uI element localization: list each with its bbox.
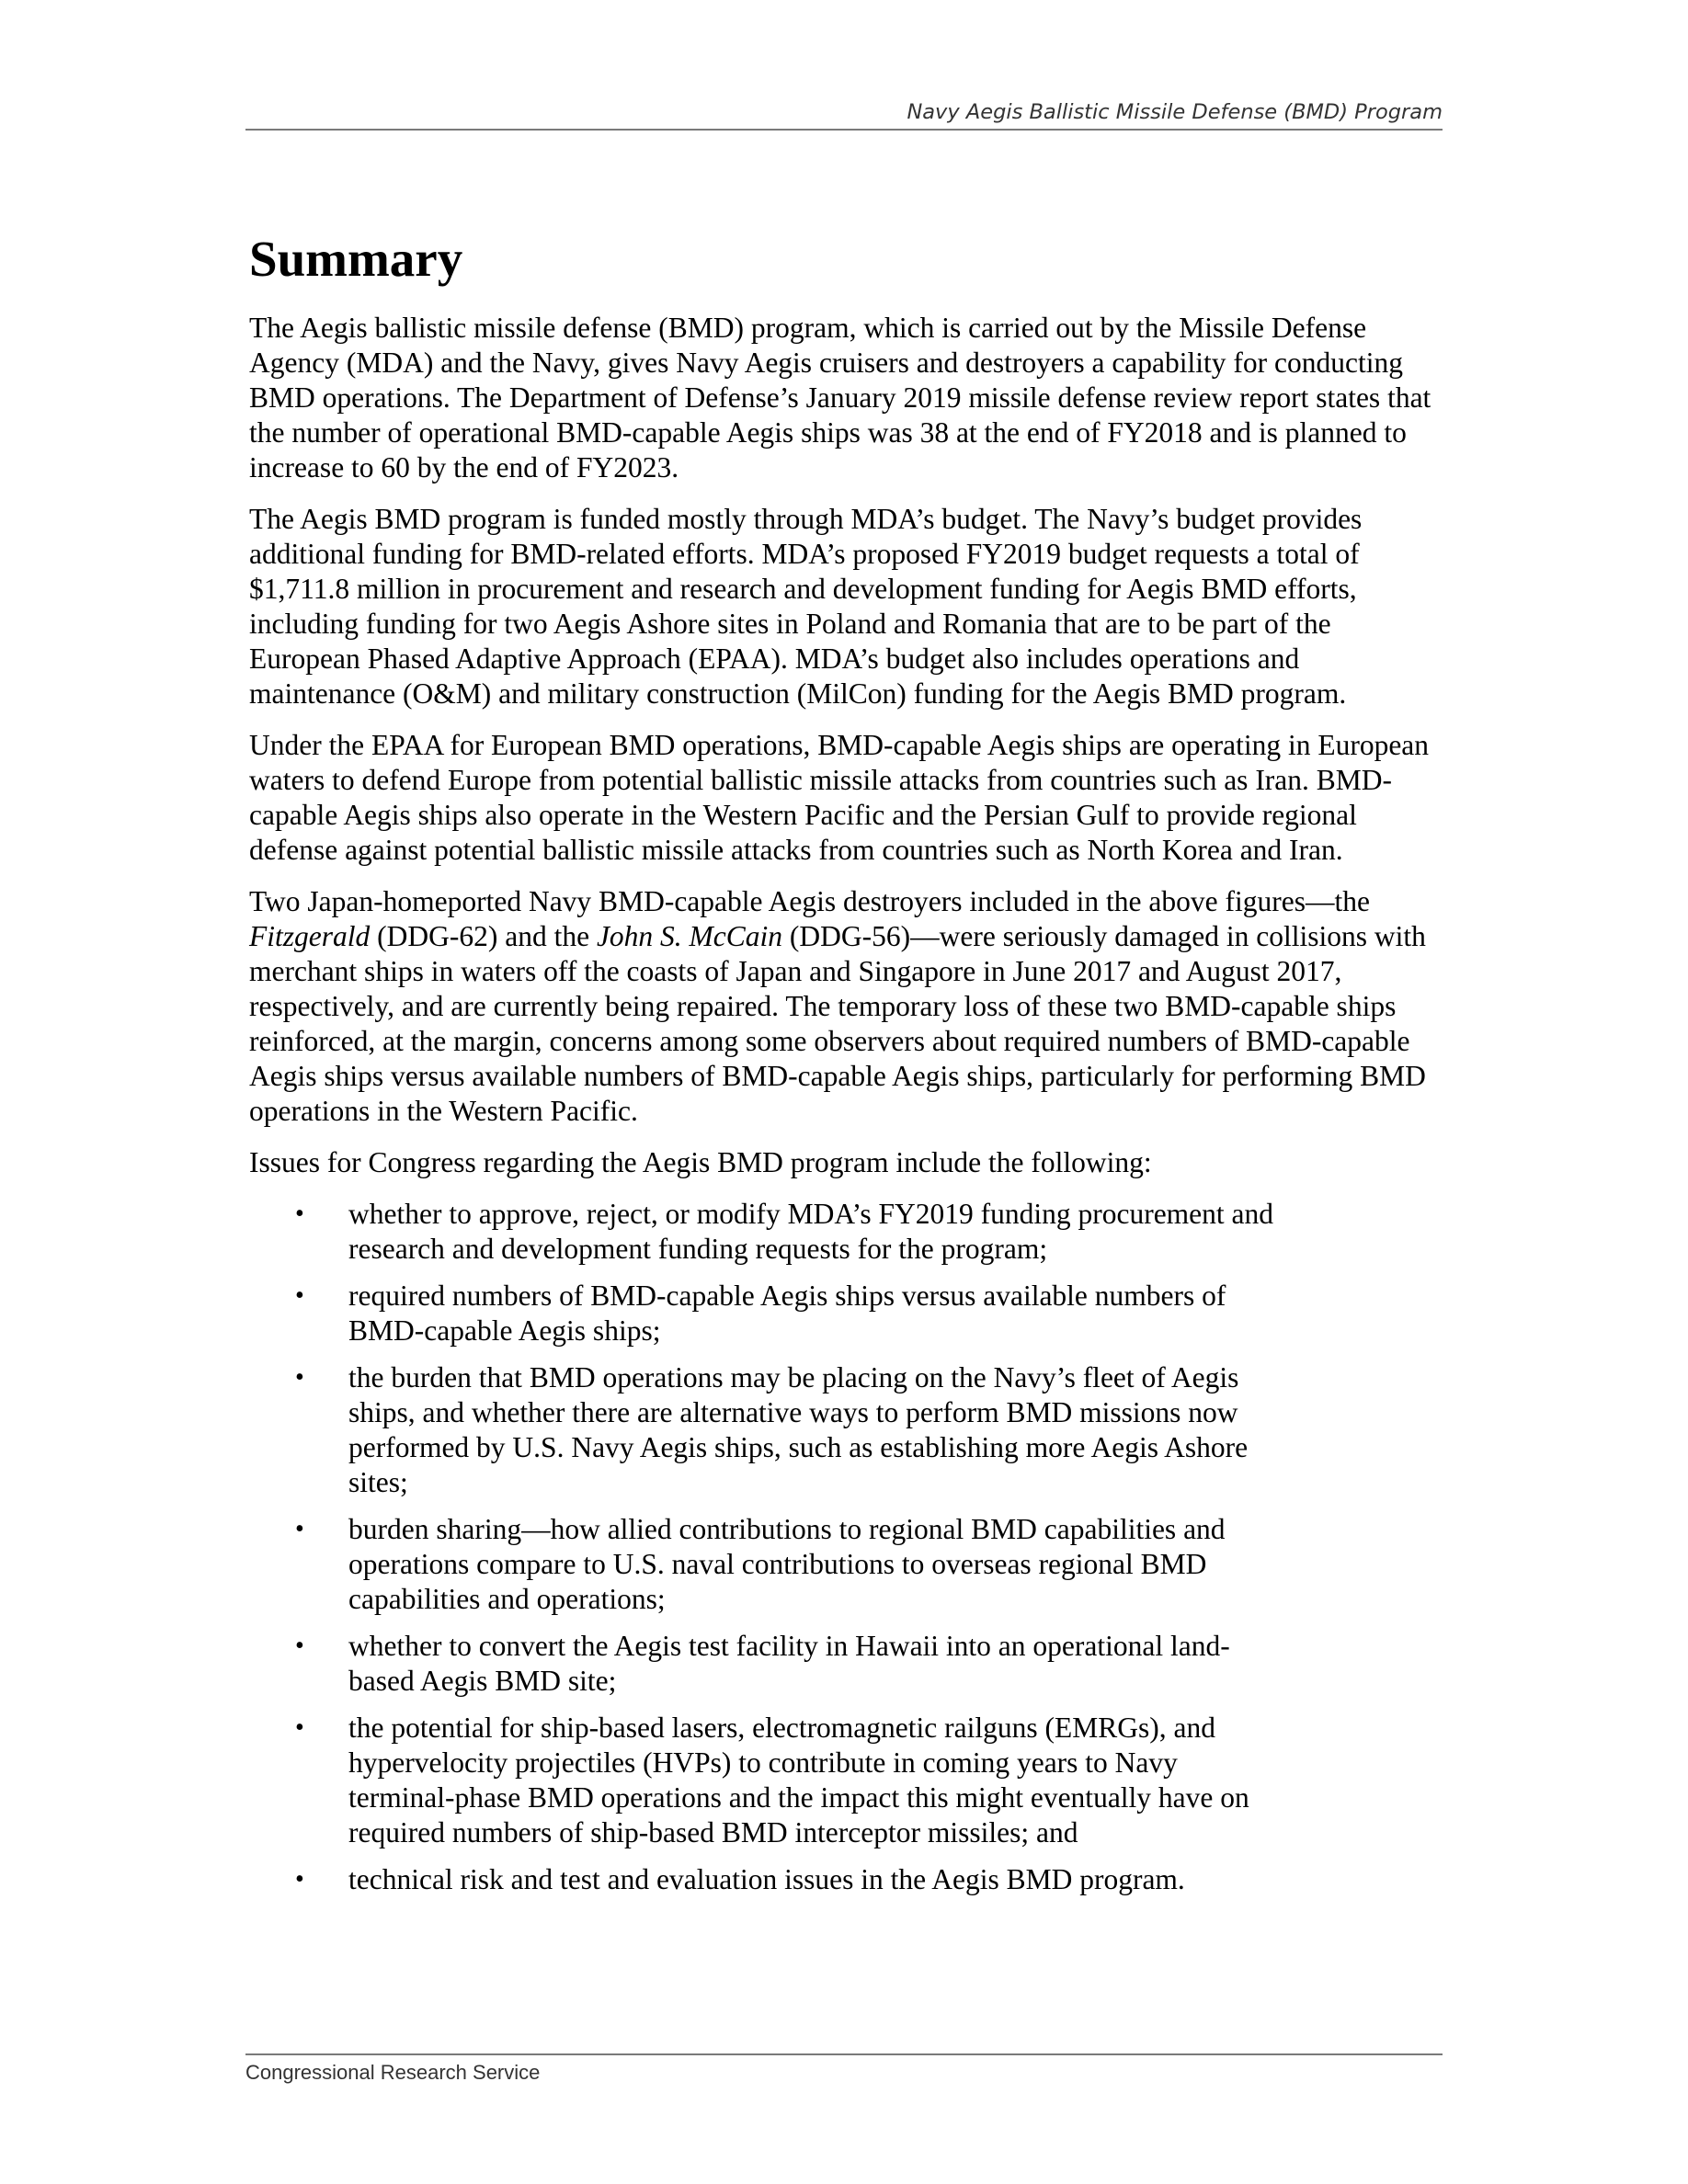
paragraph-4-text-a: Two Japan-homeported Navy BMD-capable Aegis destroyers included in the above figures—the [249,885,1370,917]
list-item [249,1279,1286,1348]
paragraph-5: Issues for Congress regarding the Aegis BMD program include the following: [249,1146,1152,1178]
list-item-text: whether to convert the Aegis test facility in Hawaii into an operational land-based Aegis BMD site; [348,1630,1230,1697]
list-item-text: burden sharing—how allied contributions to regional BMD capabilities and operations compare to U.S. naval contributions to overseas regional BMD capabilities and operations; [348,1513,1226,1615]
bullet-icon: • [295,1632,304,1660]
paragraph-3: Under the EPAA for European BMD operations, BMD-capable Aegis ships are operating in European waters to defend Europe from potential ballistic missile attacks from countries such as Iran. BMD-capable Aegis ships also operate in the Western Pacific and the Persian Gulf to provide regional defense against potential ballistic missile attacks from countries such as North Korea and Iran. [249,729,1430,866]
footer-text: Congressional Research Service [245,2061,541,2084]
paragraph-2: The Aegis BMD program is funded mostly through MDA’s budget. The Navy’s budget provides additional funding for BMD-related efforts. MDA’s proposed FY2019 budget requests a total of $1,711.8 million in procurement and research and development funding for Aegis BMD efforts, including funding for two Aegis Ashore sites in Poland and Romania that are to be part of the European Phased Adaptive Approach (EPAA). MDA’s budget also includes operations and maintenance (O&M) and military construction (MilCon) funding for the Aegis BMD program. [249,503,1363,710]
list-item [249,1862,1286,1897]
list-item-text: whether to approve, reject, or modify MDA’s FY2019 funding procurement and research and development funding requests for the program; [348,1198,1274,1265]
list-item-text: the potential for ship-based lasers, electromagnetic railguns (EMRGs), and hypervelocity projectiles (HVPs) to contribute in coming years to Navy terminal-phase BMD operations and the impact this might eventually have on required numbers of ship-based BMD interceptor missiles; and [348,1712,1249,1848]
list-item [249,1711,1286,1850]
paragraph-4-text-c: (DDG-56)—were seriously damaged in collisions with merchant ships in waters off the coasts of Japan and Singapore in June 2017 and August 2017, respectively, and are currently being repaired. The temporary loss of these two BMD-capable ships reinforced, at the margin, concerns among some observers about required numbers of BMD-capable Aegis ships versus available numbers of BMD-capable Aegis ships, particularly for performing BMD operations in the Western Pacific. [249,920,1426,1127]
list-item-text: technical risk and test and evaluation issues in the Aegis BMD program. [348,1863,1185,1895]
list-item-text: the burden that BMD operations may be placing on the Navy’s fleet of Aegis ships, and whether there are alternative ways to perform BMD missions now performed by U.S. Navy Aegis ships, such as establishing more Aegis Ashore sites; [348,1361,1249,1498]
bullet-icon: • [295,1200,304,1228]
summary-section [249,221,1444,1909]
list-item [249,1512,1286,1617]
running-header [245,96,1443,131]
bullet-icon: • [295,1281,304,1310]
paragraph-1: The Aegis ballistic missile defense (BMD) program, which is carried out by the Missile Defense Agency (MDA) and the Navy, gives Navy Aegis cruisers and destroyers a capability for conducting BMD operations. The Department of Defense’s January 2019 missile defense review report states that the number of operational BMD-capable Aegis ships was 38 at the end of FY2018 and is planned to increase to 60 by the end of FY2023. [249,312,1431,483]
issues-list [249,1197,1444,1897]
paragraph-4-text-b: (DDG-62) and the [370,920,597,952]
ship-name-fitzgerald: Fitzgerald [249,920,371,952]
list-item [249,1629,1286,1699]
paragraph-4 [249,884,1444,1129]
bullet-icon: • [295,1865,304,1894]
page-footer [245,2053,1443,2085]
section-heading: Summary [249,231,463,287]
bullet-icon: • [295,1363,304,1392]
bullet-icon: • [295,1515,304,1543]
ship-name-mccain: John S. McCain [596,920,783,952]
bullet-icon: • [295,1713,304,1742]
list-item [249,1360,1286,1500]
running-header-title: Navy Aegis Ballistic Missile Defense (BMD) Program [907,100,1443,124]
list-item-text: required numbers of BMD-capable Aegis ships versus available numbers of BMD-capable Aegis ships; [348,1280,1226,1347]
list-item [249,1197,1286,1267]
